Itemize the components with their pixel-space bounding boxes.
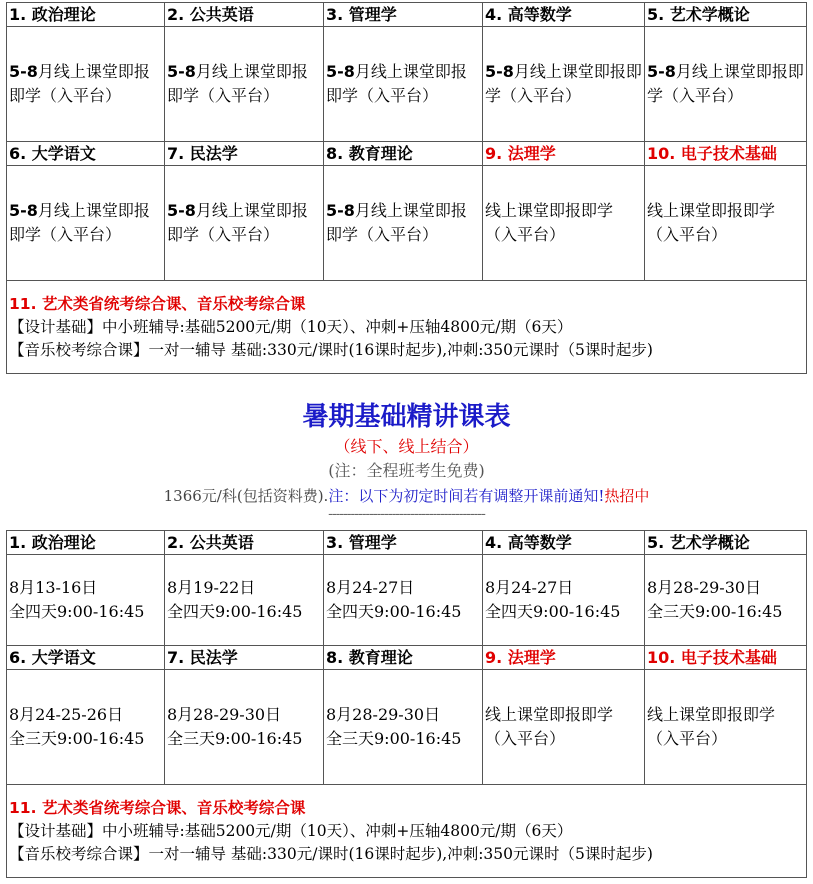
- course-schedule-cell: [324, 166, 483, 281]
- course-header: 2. 公共英语: [165, 531, 324, 555]
- schedule-table-online: [6, 2, 807, 374]
- month-range: 5-8: [9, 201, 38, 220]
- course-header: 5. 艺术学概论: [645, 531, 807, 555]
- art-course-title: 11. 艺术类省统考综合课、音乐校考综合课: [9, 294, 306, 313]
- month-range: 5-8: [9, 62, 38, 81]
- course-header: 10. 电子技术基础: [645, 142, 807, 166]
- art-music-course-cell: [7, 281, 807, 374]
- schedule-text: 月线上课堂即报即学（入平台）: [485, 62, 642, 105]
- course-schedule-cell: [324, 555, 483, 646]
- schedule-text: 线上课堂即报即学（入平台）: [647, 705, 776, 748]
- course-date: 8月24-27日: [326, 578, 415, 597]
- course-schedule-cell: [165, 27, 324, 142]
- hot-enrollment-label: 热招中: [604, 487, 650, 505]
- course-time: 全三天9:00-16:45: [647, 602, 783, 621]
- design-basics-pricing: 【设计基础】中小班辅导:基础5200元/期（10天）、冲刺+压轴4800元/期（6天）: [9, 317, 573, 336]
- table-header-row: [7, 646, 807, 670]
- schedule-text: 月线上课堂即报即学（入平台）: [9, 62, 150, 105]
- schedule-text: 线上课堂即报即学（入平台）: [485, 201, 614, 244]
- art-music-course-cell: [7, 785, 807, 878]
- course-header: 8. 教育理论: [324, 646, 483, 670]
- course-time: 全四天9:00-16:45: [167, 602, 303, 621]
- course-header: 7. 民法学: [165, 646, 324, 670]
- course-schedule-cell: [7, 27, 165, 142]
- schedule-text: 月线上课堂即报即学（入平台）: [326, 62, 467, 105]
- course-header: 3. 管理学: [324, 3, 483, 27]
- course-schedule-cell: [483, 555, 645, 646]
- table-footer-row: [7, 281, 807, 374]
- course-date: 8月24-25-26日: [9, 705, 124, 724]
- course-header: 6. 大学语文: [7, 142, 165, 166]
- course-time: 全三天9:00-16:45: [9, 729, 145, 748]
- course-schedule-cell: [165, 670, 324, 785]
- table-header-row: [7, 142, 807, 166]
- schedule-text: 月线上课堂即报即学（入平台）: [9, 201, 150, 244]
- course-time: 全三天9:00-16:45: [326, 729, 462, 748]
- schedule-text: 月线上课堂即报即学（入平台）: [647, 62, 804, 105]
- course-header: 7. 民法学: [165, 142, 324, 166]
- schedule-text: 月线上课堂即报即学（入平台）: [326, 201, 467, 244]
- course-header: 4. 高等数学: [483, 531, 645, 555]
- schedule-notice: 注：以下为初定时间若有调整开课前通知!: [328, 487, 605, 505]
- course-time: 全三天9:00-16:45: [167, 729, 303, 748]
- course-schedule-cell: [324, 670, 483, 785]
- schedule-text: 月线上课堂即报即学（入平台）: [167, 62, 308, 105]
- course-schedule-cell: [165, 555, 324, 646]
- section-subtitle: （线下、线上结合）: [334, 437, 479, 456]
- free-note: (注：全程班考生免费): [328, 461, 485, 480]
- table-row: [7, 166, 807, 281]
- course-schedule-cell: [645, 166, 807, 281]
- course-header: 1. 政治理论: [7, 3, 165, 27]
- course-schedule-cell: [645, 670, 807, 785]
- course-header: 5. 艺术学概论: [645, 3, 807, 27]
- art-course-title: 11. 艺术类省统考综合课、音乐校考综合课: [9, 798, 306, 817]
- table-header-row: [7, 3, 807, 27]
- table-row: [7, 555, 807, 646]
- month-range: 5-8: [167, 201, 196, 220]
- course-schedule-cell: [483, 670, 645, 785]
- course-header: 6. 大学语文: [7, 646, 165, 670]
- month-range: 5-8: [167, 62, 196, 81]
- table-row: [7, 27, 807, 142]
- course-date: 8月13-16日: [9, 578, 98, 597]
- course-header: 3. 管理学: [324, 531, 483, 555]
- table-row: [7, 670, 807, 785]
- course-schedule-cell: [645, 555, 807, 646]
- course-schedule-cell: [483, 27, 645, 142]
- course-schedule-cell: [483, 166, 645, 281]
- course-date: 8月28-29-30日: [167, 705, 282, 724]
- course-schedule-cell: [7, 555, 165, 646]
- design-basics-pricing: 【设计基础】中小班辅导:基础5200元/期（10天）、冲刺+压轴4800元/期（6天）: [9, 821, 573, 840]
- schedule-table-summer: [6, 530, 807, 878]
- course-header: 10. 电子技术基础: [645, 646, 807, 670]
- course-schedule-cell: [645, 27, 807, 142]
- course-date: 8月19-22日: [167, 578, 256, 597]
- price-text: 1366元/科(包括资料费).: [163, 487, 329, 505]
- music-course-pricing: 【音乐校考综合课】一对一辅导 基础:330元/课时(16课时起步),冲刺:350元课时（5课时起步): [9, 844, 653, 863]
- course-header: 1. 政治理论: [7, 531, 165, 555]
- course-time: 全四天9:00-16:45: [9, 602, 145, 621]
- course-time: 全四天9:00-16:45: [485, 602, 621, 621]
- course-date: 8月28-29-30日: [326, 705, 441, 724]
- schedule-text: 线上课堂即报即学（入平台）: [647, 201, 776, 244]
- schedule-text: 线上课堂即报即学（入平台）: [485, 705, 614, 748]
- course-date: 8月24-27日: [485, 578, 574, 597]
- course-schedule-cell: [7, 166, 165, 281]
- course-schedule-cell: [7, 670, 165, 785]
- month-range: 5-8: [485, 62, 514, 81]
- course-header: 8. 教育理论: [324, 142, 483, 166]
- schedule-text: 月线上课堂即报即学（入平台）: [167, 201, 308, 244]
- course-date: 8月28-29-30日: [647, 578, 762, 597]
- course-time: 全四天9:00-16:45: [326, 602, 462, 621]
- course-header: 9. 法理学: [483, 646, 645, 670]
- dashed-divider: ------------------------------------------: [328, 506, 485, 522]
- course-schedule-cell: [324, 27, 483, 142]
- month-range: 5-8: [326, 201, 355, 220]
- music-course-pricing: 【音乐校考综合课】一对一辅导 基础:330元/课时(16课时起步),冲刺:350元课时（5课时起步): [9, 340, 653, 359]
- month-range: 5-8: [647, 62, 676, 81]
- price-notice-line: [0, 485, 813, 507]
- table-header-row: [7, 531, 807, 555]
- course-header: 2. 公共英语: [165, 3, 324, 27]
- month-range: 5-8: [326, 62, 355, 81]
- course-header: 4. 高等数学: [483, 3, 645, 27]
- section-title: 暑期基础精讲课表: [302, 402, 511, 432]
- table-footer-row: [7, 785, 807, 878]
- course-schedule-cell: [165, 166, 324, 281]
- course-header: 9. 法理学: [483, 142, 645, 166]
